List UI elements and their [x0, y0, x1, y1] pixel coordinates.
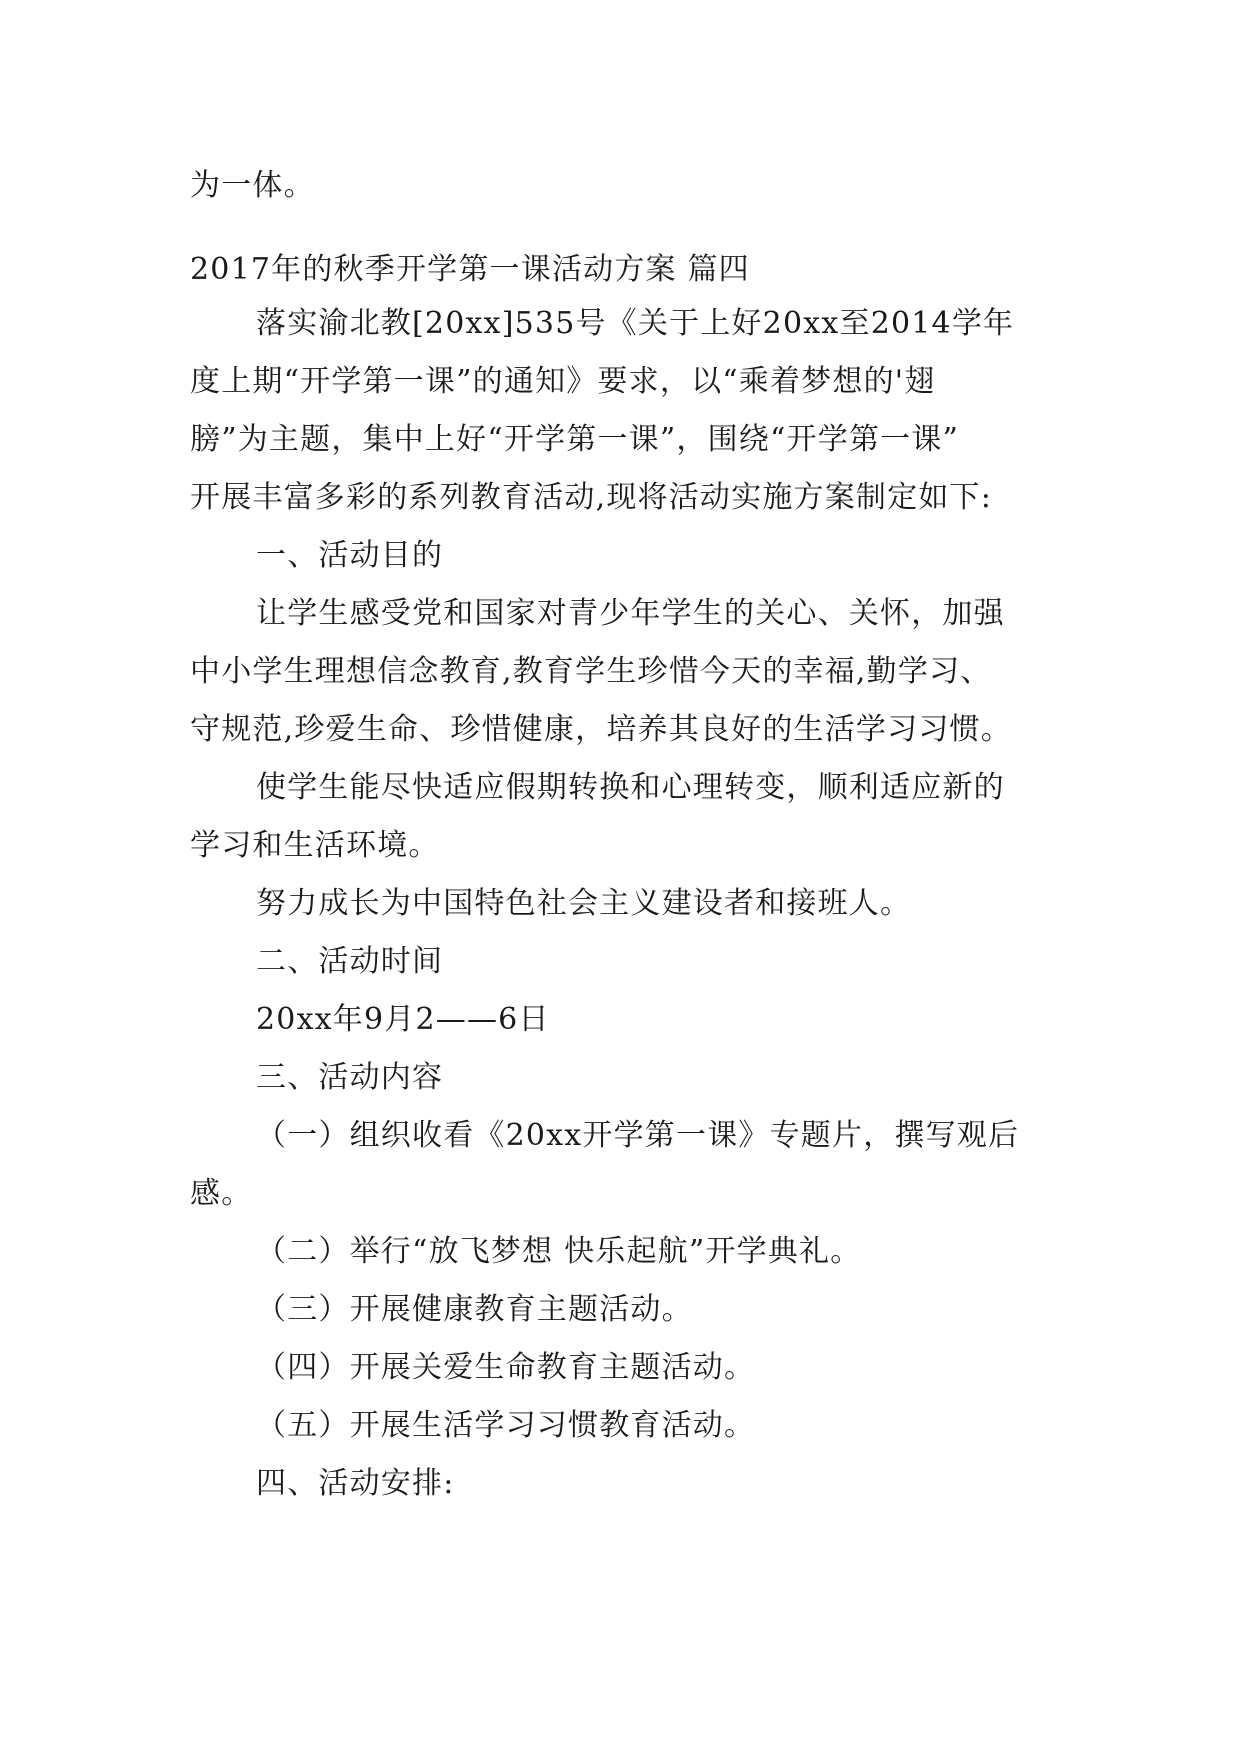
- paragraph-line: 度上期“开学第一课”的通知》要求，以“乘着梦想的'翅: [190, 364, 936, 399]
- paragraph-line: 开展丰富多彩的系列教育活动,现将活动实施方案制定如下:: [190, 480, 993, 515]
- heading-time: 二、活动时间: [256, 944, 444, 979]
- paragraph-line: 落实渝北教[20xx]535号《关于上好20xx至2014学年: [256, 306, 1015, 341]
- list-item: （二）举行“放飞梦想 快乐起航”开学典礼。: [256, 1234, 862, 1269]
- paragraph-line: 努力成长为中国特色社会主义建设者和接班人。: [256, 886, 912, 921]
- section-title: 2017年的秋季开学第一课活动方案 篇四: [190, 252, 750, 287]
- paragraph-line: 膀”为主题，集中上好“开学第一课”，围绕“开学第一课”: [190, 422, 960, 457]
- list-item-continuation: 感。: [190, 1176, 253, 1211]
- carryover-line: 为一体。: [190, 168, 315, 203]
- heading-arrangement: 四、活动安排:: [256, 1466, 455, 1501]
- list-item: （三）开展健康教育主题活动。: [256, 1292, 693, 1327]
- paragraph-line: 让学生感受党和国家对青少年学生的关心、关怀，加强: [256, 596, 1005, 631]
- list-item: （五）开展生活学习习惯教育活动。: [256, 1408, 756, 1443]
- heading-goal: 一、活动目的: [256, 538, 444, 573]
- list-item: （一）组织收看《20xx开学第一课》专题片，撰写观后: [256, 1118, 1020, 1153]
- paragraph-line: 守规范,珍爱生命、珍惜健康，培养其良好的生活学习习惯。: [190, 712, 1012, 747]
- list-item: （四）开展关爱生命教育主题活动。: [256, 1350, 756, 1385]
- activity-date: 20xx年9月2——6日: [256, 1002, 550, 1037]
- paragraph-line: 学习和生活环境。: [190, 828, 440, 863]
- paragraph-line: 使学生能尽快适应假期转换和心理转变，顺利适应新的: [256, 770, 1005, 805]
- heading-content: 三、活动内容: [256, 1060, 444, 1095]
- paragraph-line: 中小学生理想信念教育,教育学生珍惜今天的幸福,勤学习、: [190, 654, 992, 689]
